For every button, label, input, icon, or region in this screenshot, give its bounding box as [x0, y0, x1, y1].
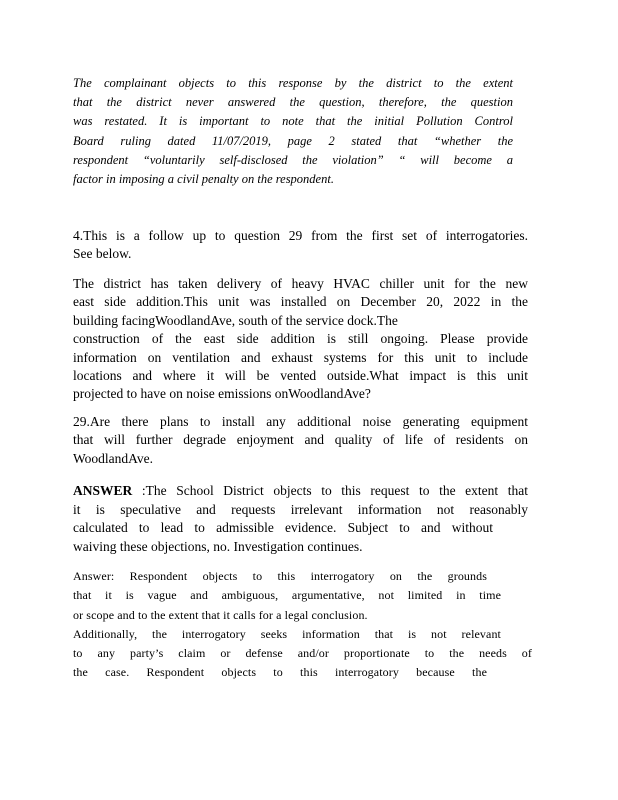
text-line: that it is vague and ambiguous, argumentative, not limited in time — [73, 588, 501, 603]
respondent-answer-paragraph — [73, 567, 532, 683]
text-line: or scope and to the extent that it calls for a legal conclusion. — [73, 607, 368, 622]
text-line: The district has taken delivery of heavy HVAC chiller unit for the new — [73, 276, 528, 291]
text-line: was restated. It is important to note that the initial Pollution Control — [73, 114, 513, 129]
text-line: to any party’s claim or defense and/or proportionate to the needs of — [73, 646, 532, 661]
text-line: WoodlandAve. — [73, 450, 154, 466]
text-line: it is speculative and requests irrelevant information not reasonably — [73, 501, 528, 517]
text-line: 4.This is a follow up to question 29 from the first set of interrogatories. — [73, 228, 528, 243]
text-line: locations and where it will be vented outside.What impact is this unit — [73, 368, 528, 384]
district-answer-paragraph — [73, 482, 528, 556]
text-line: that the district never answered the question, therefore, the question — [73, 95, 513, 110]
text-line: 29.Are there plans to install any additional noise generating equipment — [73, 414, 528, 429]
answer-label: ANSWER — [73, 483, 133, 498]
item-4-paragraph — [73, 227, 528, 264]
text-line: factor in imposing a civil penalty on the respondent. — [73, 172, 334, 187]
text-line: Board ruling dated 11/07/2019, page 2 stated that “whether the — [73, 133, 513, 148]
text-line: building facingWoodlandAve, south of the service dock.The — [73, 312, 398, 328]
text-line: that will further degrade enjoyment and quality of life of residents on — [73, 432, 528, 448]
text-line: information on ventilation and exhaust systems for this unit to include — [73, 349, 528, 365]
text-line: calculated to lead to admissible evidence. Subject to and without — [73, 520, 493, 536]
text-line: respondent “voluntarily self-disclosed the violation” “ will become a — [73, 152, 513, 167]
text-line: The complainant objects to this response by the district to the extent — [73, 76, 513, 90]
item-29-paragraph — [73, 413, 528, 468]
text-line — [73, 482, 528, 501]
text-line: Additionally, the interrogatory seeks information that is not relevant — [73, 626, 501, 641]
text-line: Answer: Respondent objects to this interrogatory on the grounds — [73, 569, 487, 583]
text-line: projected to have on noise emissions onWoodlandAve? — [73, 386, 371, 402]
text-line: east side addition.This unit was installed on December 20, 2022 in the — [73, 294, 528, 310]
text-line: waiving these objections, no. Investigation continues. — [73, 538, 363, 554]
text-line: construction of the east side addition is still ongoing. Please provide — [73, 331, 528, 347]
complainant-objection-paragraph — [73, 74, 528, 189]
answer-text: :The School District objects to this request to the extent that — [132, 483, 528, 498]
text-line: See below. — [73, 246, 132, 262]
hvac-question-paragraph — [73, 275, 528, 404]
text-line: the case. Respondent objects to this interrogatory because the — [73, 665, 487, 680]
